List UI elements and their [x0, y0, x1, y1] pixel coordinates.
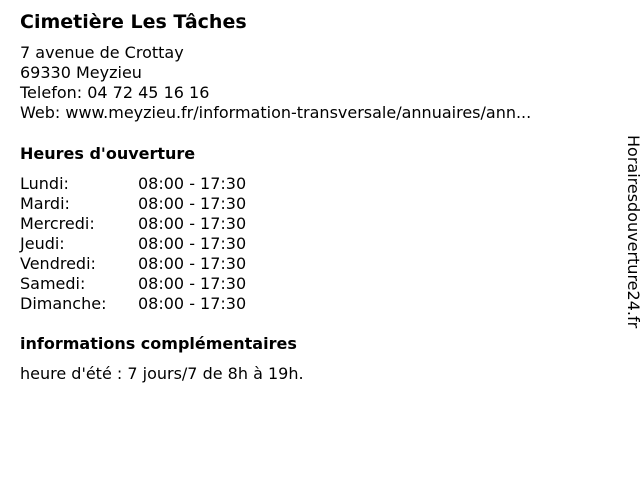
- hours-time: 08:00 - 17:30: [138, 174, 247, 193]
- site-watermark: Horairesdouverture24.fr: [624, 135, 643, 329]
- hours-time: 08:00 - 17:30: [138, 254, 247, 273]
- hours-row-thursday: [20, 234, 280, 254]
- address-block: [20, 43, 531, 123]
- hours-row-saturday: [20, 274, 280, 294]
- hours-time: 08:00 - 17:30: [138, 234, 247, 253]
- hours-time: 08:00 - 17:30: [138, 194, 247, 213]
- info-text: heure d'été : 7 jours/7 de 8h à 19h.: [20, 364, 304, 383]
- hours-row-sunday: [20, 294, 280, 314]
- info-heading: informations complémentaires: [20, 334, 297, 353]
- hours-day: Dimanche:: [20, 294, 107, 313]
- address-street: 7 avenue de Crottay: [20, 43, 184, 62]
- hours-day: Vendredi:: [20, 254, 96, 273]
- page-title: Cimetière Les Tâches: [20, 11, 247, 33]
- hours-day: Mardi:: [20, 194, 70, 213]
- hours-row-monday: [20, 174, 280, 194]
- hours-day: Lundi:: [20, 174, 69, 193]
- hours-day: Samedi:: [20, 274, 86, 293]
- address-web[interactable]: Web: www.meyzieu.fr/information-transversale/annuaires/ann...: [20, 103, 532, 122]
- hours-time: 08:00 - 17:30: [138, 274, 247, 293]
- address-city: 69330 Meyzieu: [20, 63, 142, 82]
- hours-day: Mercredi:: [20, 214, 95, 233]
- hours-table: [20, 174, 280, 314]
- hours-row-friday: [20, 254, 280, 274]
- hours-row-tuesday: [20, 194, 280, 214]
- address-phone: Telefon: 04 72 45 16 16: [20, 83, 210, 102]
- hours-day: Jeudi:: [20, 234, 65, 253]
- hours-heading: Heures d'ouverture: [20, 144, 196, 163]
- hours-time: 08:00 - 17:30: [138, 294, 247, 313]
- hours-time: 08:00 - 17:30: [138, 214, 247, 233]
- hours-row-wednesday: [20, 214, 280, 234]
